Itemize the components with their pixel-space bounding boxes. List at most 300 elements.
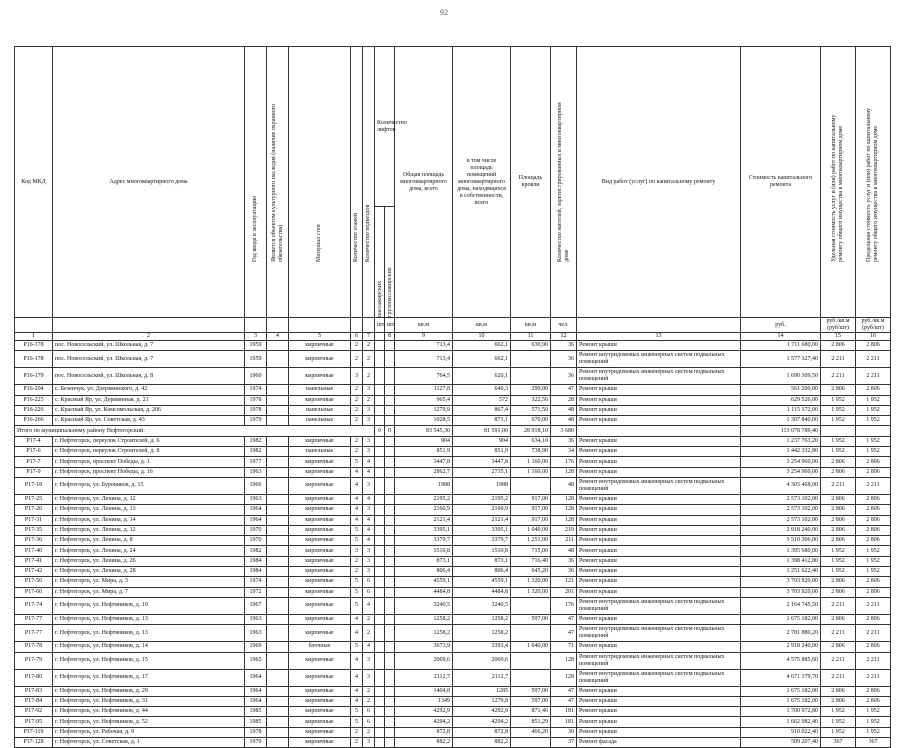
table-cell: Р17-41 [15,556,53,566]
table-cell: 36 [551,351,577,368]
header-entrances: Количество подъездов [363,47,375,318]
table-cell: 738,90 [511,447,551,457]
table-cell: кирпичные [289,457,351,467]
table-cell: Р17-119 [15,727,53,737]
table-cell: 3 254 960,00 [741,457,821,467]
table-cell: 2 [363,686,375,696]
table-cell: 2 806 [821,505,856,515]
table-cell [511,351,551,368]
table-cell: панельные [289,385,351,395]
table-cell: Р17-4 [15,436,53,446]
table-cell: 2 [351,436,363,446]
table-cell [267,597,289,614]
table-cell: 2 806 [821,525,856,535]
table-cell: 597,00 [511,696,551,706]
table-cell [375,405,385,415]
table-cell: кирпичные [289,436,351,446]
table-cell: 2 806 [856,614,891,624]
table-cell: 2 [363,614,375,624]
table-cell [267,625,289,642]
table-cell: г. Нефтегорск, ул. Ленина, д. 14 [53,515,245,525]
table-row [15,652,891,669]
table-cell [375,546,385,556]
table-cell: кирпичные [289,614,351,624]
table-cell: 1 952 [856,395,891,405]
table-cell: г. Нефтегорск, ул. Нефтяников, д. 31 [53,696,245,706]
table-cell [375,577,385,587]
table-cell: Ремонт фасада [577,738,741,748]
table-cell: 1972 [245,587,267,597]
table-cell [267,385,289,395]
table-cell: 1 952 [856,567,891,577]
table-cell: 1 952 [856,447,891,457]
table-cell: 2195,2 [395,494,453,504]
table-cell: кирпичные [289,577,351,587]
header-roof-area: Площадь кровли [511,47,551,318]
table-cell: 48 [551,405,577,415]
table-cell [267,587,289,597]
column-number [375,333,385,341]
table-cell: 47 [551,686,577,696]
table-cell: 466,20 [511,727,551,737]
table-cell: кирпичные [289,477,351,494]
table-cell: 2112,7 [453,669,511,686]
table-cell: 917,00 [511,505,551,515]
table-cell: 1 952 [856,727,891,737]
table-cell: пос. Новосельский, ул. Школьная, д. 7 [53,341,245,351]
table-cell [385,351,395,368]
table-cell [375,556,385,566]
table-cell: 1 320,00 [511,587,551,597]
table-cell: Р16-226 [15,405,53,415]
table-cell: Ремонт крыши [577,707,741,717]
table-cell: 1 320,00 [511,577,551,587]
table-cell: 128 [551,494,577,504]
table-cell: Ремонт крыши [577,467,741,477]
table-cell: Р17-36 [15,536,53,546]
table-cell: Р17-42 [15,567,53,577]
page-number: 92 [440,8,448,17]
table-cell: 1984 [245,567,267,577]
table-cell: Ремонт внутридомовых инженерных систем подвальных помещений [577,625,741,642]
table-cell: 1964 [245,669,267,686]
table-cell: 1 711 680,00 [741,341,821,351]
table-cell: г. Нефтегорск, ул. Ленина, д. 12 [53,525,245,535]
table-cell: 36 [551,368,577,385]
table-cell [267,652,289,669]
table-cell: 1979 [245,738,267,748]
column-number: 9 [395,333,453,341]
table-cell: кирпичные [289,738,351,748]
header-heritage: Является объектом культурного наследия (наличие охранного обязательства) [267,47,289,318]
table-cell: 4 [363,457,375,467]
table-cell: 4 [351,652,363,669]
column-numbers-row [15,333,891,341]
table-cell: кирпичные [289,505,351,515]
table-cell: 1 952 [821,707,856,717]
table-cell [267,556,289,566]
table-cell: г. Нефтегорск, ул. Рабочая, д. 9 [53,727,245,737]
table-cell [375,416,385,426]
table-cell: кирпичные [289,567,351,577]
table-cell: Ремонт крыши [577,717,741,727]
table-cell: пос. Новосельский, ул. Школьная, д. 8 [53,368,245,385]
capital-repair-table [14,46,891,748]
table-cell: г. Нефтегорск, проспект Победы, д. 16 [53,467,245,477]
table-cell: 620,1 [453,368,511,385]
table-cell: 5 [351,536,363,546]
table-row [15,368,891,385]
table-cell: 630,90 [511,341,551,351]
table-cell: 34 [551,447,577,457]
table-cell [375,738,385,748]
table-cell: 1978 [245,727,267,737]
table-cell [375,525,385,535]
table-cell [375,341,385,351]
table-cell [511,477,551,494]
table-cell [267,494,289,504]
table-cell: 1 307 840,00 [741,416,821,426]
table-cell: Р17-83 [15,686,53,696]
table-cell: 2 211 [856,669,891,686]
table-cell [267,351,289,368]
table-cell [375,625,385,642]
table-cell: 873,1 [453,556,511,566]
table-cell: Ремонт крыши [577,556,741,566]
table-cell: 4 [363,597,375,614]
column-number: 7 [363,333,375,341]
table-cell: Р17-26 [15,505,53,515]
table-cell: 2862,7 [395,467,453,477]
table-cell: 2 [363,351,375,368]
table-cell: кирпичные [289,467,351,477]
table-cell [511,625,551,642]
table-cell: 128 [551,505,577,515]
table-cell: 3 [363,477,375,494]
table-cell: Р16-225 [15,395,53,405]
table-cell: Ремонт крыши [577,341,741,351]
table-cell [375,614,385,624]
table-cell: 1967 [245,597,267,614]
table-cell: 299,00 [511,385,551,395]
table-cell: 1349 [395,696,453,706]
table-cell: 47 [551,385,577,395]
table-cell [385,738,395,748]
table-row [15,696,891,706]
table-cell: 4 [363,515,375,525]
table-row [15,467,891,477]
table-cell [385,457,395,467]
table-cell [375,727,385,737]
table-cell: Р16-178 [15,341,53,351]
header-residents: Количество жителей, зарегистрированных в многоквартирном доме [551,47,577,318]
table-cell: 4484,8 [453,587,511,597]
table-cell: 28 [551,395,577,405]
table-cell: г. Нефтегорск, ул. Советская, д. 1 [53,738,245,748]
table-cell: Р17-80 [15,669,53,686]
header-owned-area: в том числе площадь помещений многоквартирного дома, находящихся в собственности, всего [453,47,511,318]
header-cost: Стоимость капитального ремонта [741,47,821,318]
table-cell: 910 022,40 [741,727,821,737]
table-row [15,477,891,494]
table-cell: кирпичные [289,652,351,669]
column-number: 6 [351,333,363,341]
table-cell: 629 526,00 [741,395,821,405]
table-cell: 3447,8 [395,457,453,467]
table-cell: 3673,9 [395,642,453,652]
table-cell [385,717,395,727]
table-row [15,341,891,351]
table-cell [385,642,395,652]
table-cell: Ремонт внутридомовых инженерных систем подвальных помещений [577,669,741,686]
table-cell: г. Нефтегорск, проспект Победы, д. 1 [53,457,245,467]
table-cell [385,368,395,385]
table-cell: 1279,8 [453,696,511,706]
table-cell: кирпичные [289,525,351,535]
table-cell: 1 160,00 [511,467,551,477]
table-cell: 5 [351,577,363,587]
table-cell: 6 [363,587,375,597]
table-cell: г. Нефтегорск, ул. Ленина, д. 26 [53,556,245,566]
table-cell: 1982 [245,447,267,457]
table-row [15,587,891,597]
table-cell: кирпичные [289,556,351,566]
table-cell: Р17-6 [15,447,53,457]
table-cell [267,686,289,696]
table-cell: 367 [821,738,856,748]
table-cell: 1970 [245,536,267,546]
table-cell: 2 806 [821,642,856,652]
table-cell: 2 806 [856,467,891,477]
table-cell: кирпичные [289,587,351,597]
table-cell: 5 [351,597,363,614]
table-cell: Ремонт крыши [577,416,741,426]
table-cell: кирпичные [289,696,351,706]
table-cell: 2 573 102,00 [741,515,821,525]
table-cell: 1960 [245,368,267,385]
table-cell: 1258,2 [453,625,511,642]
table-cell: кирпичные [289,717,351,727]
table-cell: 867,4 [453,405,511,415]
column-number: 4 [267,333,289,341]
table-cell: г. Нефтегорск, переулок Строителей, д. 6 [53,436,245,446]
table-cell: 1 675 182,00 [741,614,821,624]
table-row [15,351,891,368]
column-number: 1 [15,333,53,341]
table-cell: кирпичные [289,515,351,525]
table-cell: 2 [351,341,363,351]
table-cell [385,556,395,566]
header-work-type: Вид работ (услуг) по капитальному ремонту [577,47,741,318]
table-cell: Ремонт внутридомовых инженерных систем подвальных помещений [577,368,741,385]
table-cell [375,447,385,457]
table-cell: 571,50 [511,405,551,415]
table-cell: 4 [363,536,375,546]
table-cell: 48 [551,546,577,556]
table-cell [385,567,395,577]
table-cell: с. Красный Яр, ул. Комсомольская, д. 206 [53,405,245,415]
table-cell [385,385,395,395]
table-cell [375,395,385,405]
table-row [15,642,891,652]
table-cell: 1 952 [856,717,891,727]
table-cell: 1966 [245,477,267,494]
table-cell: Ремонт крыши [577,395,741,405]
unit-rub: руб. [741,318,821,333]
table-cell: 2121,4 [453,515,511,525]
table-row [15,738,891,748]
header-elevators: Количество лифтов [375,47,395,207]
table-cell: 30 [551,727,577,737]
table-cell: 1 690 309,50 [741,368,821,385]
table-cell: панельные [289,405,351,415]
table-cell: г. Нефтегорск, ул. Нефтяников, д. 10 [53,597,245,614]
table-cell: 1985 [245,717,267,727]
table-cell: 4 [351,696,363,706]
table-cell: 572 [453,395,511,405]
table-cell: 181 [551,717,577,727]
table-cell: 2 806 [821,696,856,706]
table-cell [385,467,395,477]
table-cell: Ремонт крыши [577,546,741,556]
table-cell: 1 160,00 [511,457,551,467]
table-cell [385,515,395,525]
table-cell: 2 211 [856,625,891,642]
table-cell: 2 [363,395,375,405]
table-cell: Р17-95 [15,717,53,727]
table-cell [267,536,289,546]
table-cell [267,738,289,748]
table-cell: 2 806 [821,536,856,546]
column-number: 10 [453,333,511,341]
table-cell: 4559,1 [453,577,511,587]
table-cell: 872,8 [395,727,453,737]
table-cell: 1 952 [821,436,856,446]
table-cell [375,669,385,686]
table-cell: 509 207,40 [741,738,821,748]
table-cell [385,477,395,494]
table-cell: г. Нефтегорск, ул. Ленина, д. 12 [53,494,245,504]
table-cell: 1258,2 [395,625,453,642]
table-cell: Р17-9 [15,467,53,477]
table-cell: пос. Новосельский, ул. Школьная, д. 7 [53,351,245,368]
table-cell [375,467,385,477]
table-cell: 2 806 [821,341,856,351]
table-cell [375,477,385,494]
table-cell: Р17-79 [15,652,53,669]
table-cell: г. Нефтегорск, ул. Нефтяников, д. 52 [53,717,245,727]
table-row [15,707,891,717]
table-cell: 1258,2 [453,614,511,624]
table-cell: 806,4 [453,567,511,577]
table-cell: 1959 [245,341,267,351]
table-cell: 1 115 172,00 [741,405,821,415]
total-cell: 113 078 789,40 [741,426,821,436]
table-row [15,515,891,525]
table-cell [385,525,395,535]
table-cell: 201 [551,587,577,597]
table-cell: Ремонт внутридомовых инженерных систем подвальных помещений [577,652,741,669]
header-floors: Количество этажей [351,47,363,318]
table-cell: 5 [351,642,363,652]
table-cell: 1964 [245,696,267,706]
table-cell [385,597,395,614]
table-cell: 3 254 960,00 [741,467,821,477]
table-cell [267,436,289,446]
table-cell: 2 806 [856,494,891,504]
table-cell: блочные [289,642,351,652]
table-cell [375,597,385,614]
table-cell: 3 [363,436,375,446]
table-cell: 4 [351,686,363,696]
table-row [15,395,891,405]
table-cell: 2 [363,341,375,351]
table-cell: 128 [551,515,577,525]
table-row [15,505,891,515]
column-number: 14 [741,333,821,341]
table-cell: 4 [351,467,363,477]
table-cell: 1 395 680,00 [741,546,821,556]
table-cell: 1963 [245,494,267,504]
table-cell: кирпичные [289,494,351,504]
table-cell: 47 [551,625,577,642]
table-cell: 4 [363,467,375,477]
table-cell: 1964 [245,505,267,515]
table-cell: 3 [363,567,375,577]
table-row [15,385,891,395]
table-cell: Р17-60 [15,587,53,597]
table-cell: 4 [363,525,375,535]
table-cell: 851,29 [511,717,551,727]
table-cell: 2 806 [821,494,856,504]
table-cell: Р17-35 [15,525,53,535]
unit-sqm: кв.м [395,318,453,333]
unit-rub-sqm: руб./кв.м (руб/шт) [856,318,891,333]
table-cell: 48 [551,477,577,494]
table-cell: 1 675 182,00 [741,686,821,696]
table-cell: кирпичные [289,707,351,717]
table-cell: 1 577 327,40 [741,351,821,368]
table-row [15,536,891,546]
table-cell: 1985 [245,707,267,717]
table-row [15,447,891,457]
table-cell: 872,8 [453,727,511,737]
table-cell: 1 952 [821,405,856,415]
table-cell: 4 [351,669,363,686]
table-cell: 1 952 [821,395,856,405]
table-cell [375,642,385,652]
table-cell [385,546,395,556]
table-cell: 597,00 [511,614,551,624]
table-cell [267,707,289,717]
column-number: 13 [577,333,741,341]
table-cell: 48 [551,416,577,426]
table-cell: 1 662 982,40 [741,717,821,727]
table-cell: 2 806 [856,525,891,535]
header-address: Адрес многоквартирного дома [53,47,245,318]
table-cell: 2 211 [856,351,891,368]
total-row [15,426,891,436]
table-cell [267,395,289,405]
table-cell: 1982 [245,436,267,446]
table-cell: 1964 [245,515,267,525]
table-cell: 2 918 240,00 [741,525,821,535]
table-cell: 4292,9 [395,707,453,717]
table-cell [267,477,289,494]
table-cell [385,447,395,457]
table-cell [267,405,289,415]
table-cell: г. Нефтегорск, ул. Ленина, д. 13 [53,505,245,515]
